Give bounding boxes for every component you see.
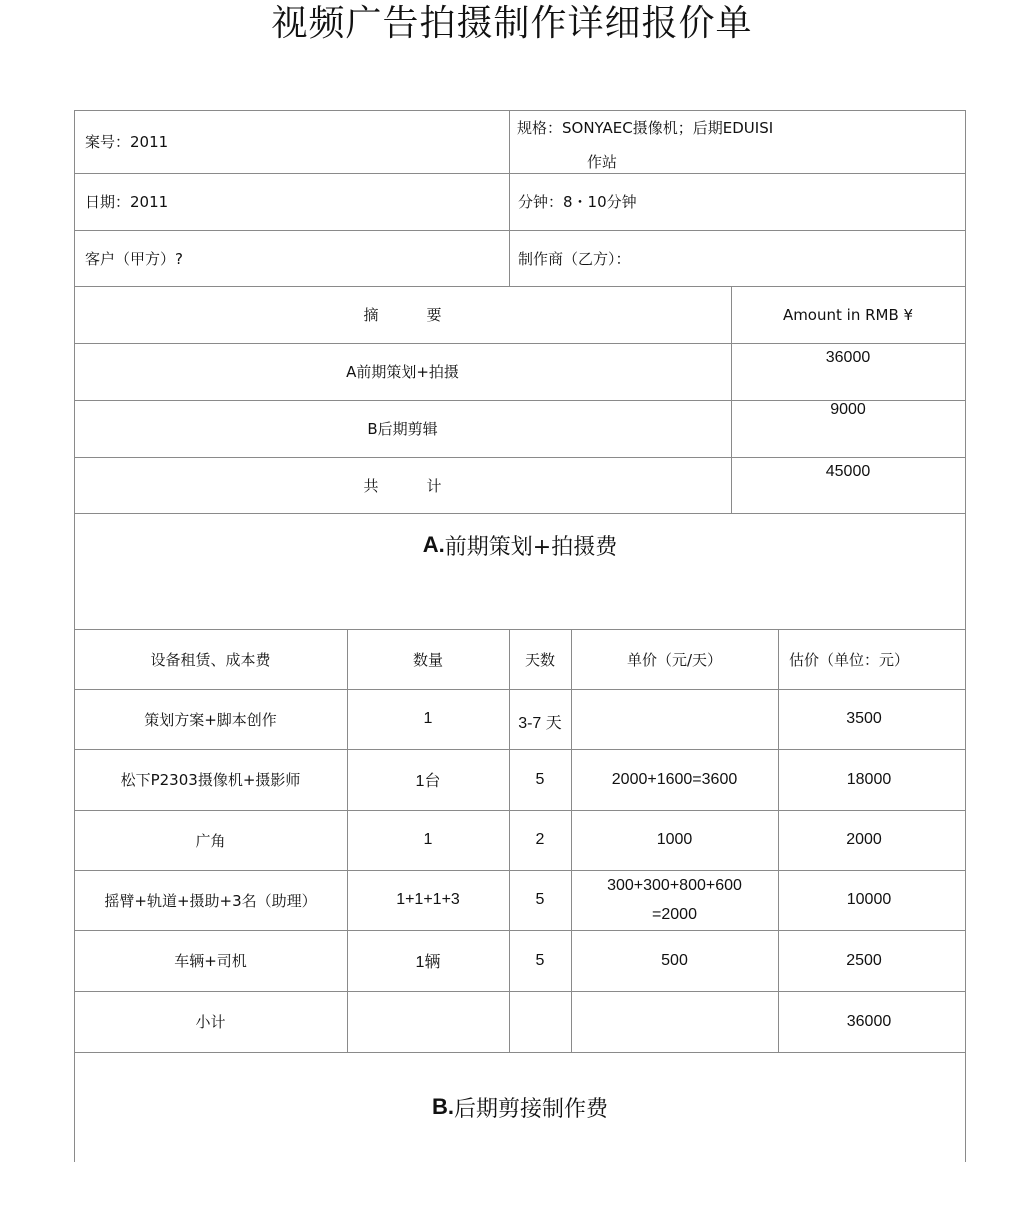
table-row-price-continued: =2000 xyxy=(652,906,697,923)
summary-total-label: 共计 xyxy=(363,476,490,495)
section-a-text: 前期策划+拍摄费 xyxy=(444,534,618,560)
page-title: 视频广告拍摄制作详细报价单 xyxy=(271,3,753,44)
table-row-qty: 1辆 xyxy=(415,954,441,971)
table-row-days: 3-7 天 xyxy=(518,714,562,732)
summary-row-amount: 36000 xyxy=(825,349,871,366)
table-row-qty: 1+1+1+3 xyxy=(396,891,460,908)
table-row-price: 2000+1600=3600 xyxy=(611,770,738,788)
summary-total-amount: 45000 xyxy=(825,463,871,480)
table-row-total: 2500 xyxy=(846,951,882,969)
subtotal-total: 36000 xyxy=(846,1012,892,1030)
col-header-item: 设备租赁、成本费 xyxy=(150,650,271,669)
summary-row-label: B后期剪辑 xyxy=(367,420,438,438)
table-row-price: 300+300+800+600 xyxy=(607,877,742,894)
spec-line-2: 作站 xyxy=(587,152,618,171)
section-b-letter: B. xyxy=(431,1094,454,1119)
table-row-qty: 1台 xyxy=(415,773,441,790)
summary-header-desc: 摘要 xyxy=(363,306,490,324)
section-a-title xyxy=(74,528,966,562)
section-b-title xyxy=(74,1090,966,1124)
summary-row-amount: 9000 xyxy=(830,401,866,418)
table-row-item: 策划方案+脚本创作 xyxy=(144,710,277,729)
table-row-price: 500 xyxy=(661,951,688,969)
producer: 制作商（乙方）： xyxy=(518,249,631,268)
quotation-table xyxy=(74,110,966,1162)
table-row-total: 2000 xyxy=(846,831,882,848)
col-header-qty: 数量 xyxy=(412,650,443,669)
section-a-letter: A. xyxy=(422,532,445,557)
spec-line-1: 规格：SONYAEC摄像机；后期EDUISI xyxy=(517,118,774,137)
table-row-qty: 1 xyxy=(423,710,433,727)
table-row-total: 18000 xyxy=(846,770,892,788)
case-number: 案号：2011 xyxy=(85,133,169,151)
subtotal-qty xyxy=(347,991,509,1052)
summary-row-label: A前期策划+拍摄 xyxy=(346,363,459,381)
summary-header-amount: Amount in RMB ¥ xyxy=(782,305,914,324)
table-row-price xyxy=(571,689,778,749)
table-row-item: 车辆+司机 xyxy=(174,952,247,970)
date: 日期：2011 xyxy=(85,193,169,211)
table-row-days: 5 xyxy=(535,770,545,788)
table-row-days: 5 xyxy=(535,891,545,908)
duration: 分钟：8・10分钟 xyxy=(518,193,637,211)
table-row-item: 松下P2303摄像机+摄影师 xyxy=(120,771,301,789)
table-row-days: 5 xyxy=(535,951,545,969)
table-row-qty: 1 xyxy=(423,831,433,848)
subtotal-days xyxy=(509,991,571,1052)
subtotal-label: 小计 xyxy=(195,1013,226,1031)
subtotal-price xyxy=(571,991,778,1052)
table-row-item: 摇臂+轨道+摄助+3名（助理） xyxy=(104,891,317,910)
table-row-total: 10000 xyxy=(846,891,892,908)
table-row-item: 广角 xyxy=(195,831,226,850)
client: 客户（甲方）? xyxy=(85,249,183,268)
table-row-days: 2 xyxy=(535,831,545,848)
col-header-total: 估价（单位：元） xyxy=(789,650,910,669)
table-row-price: 1000 xyxy=(656,831,693,848)
col-header-days: 天数 xyxy=(524,650,555,669)
col-header-price: 单价（元/天） xyxy=(626,650,723,669)
table-row-total: 3500 xyxy=(846,710,882,727)
section-b-text: 后期剪接制作费 xyxy=(453,1096,608,1122)
